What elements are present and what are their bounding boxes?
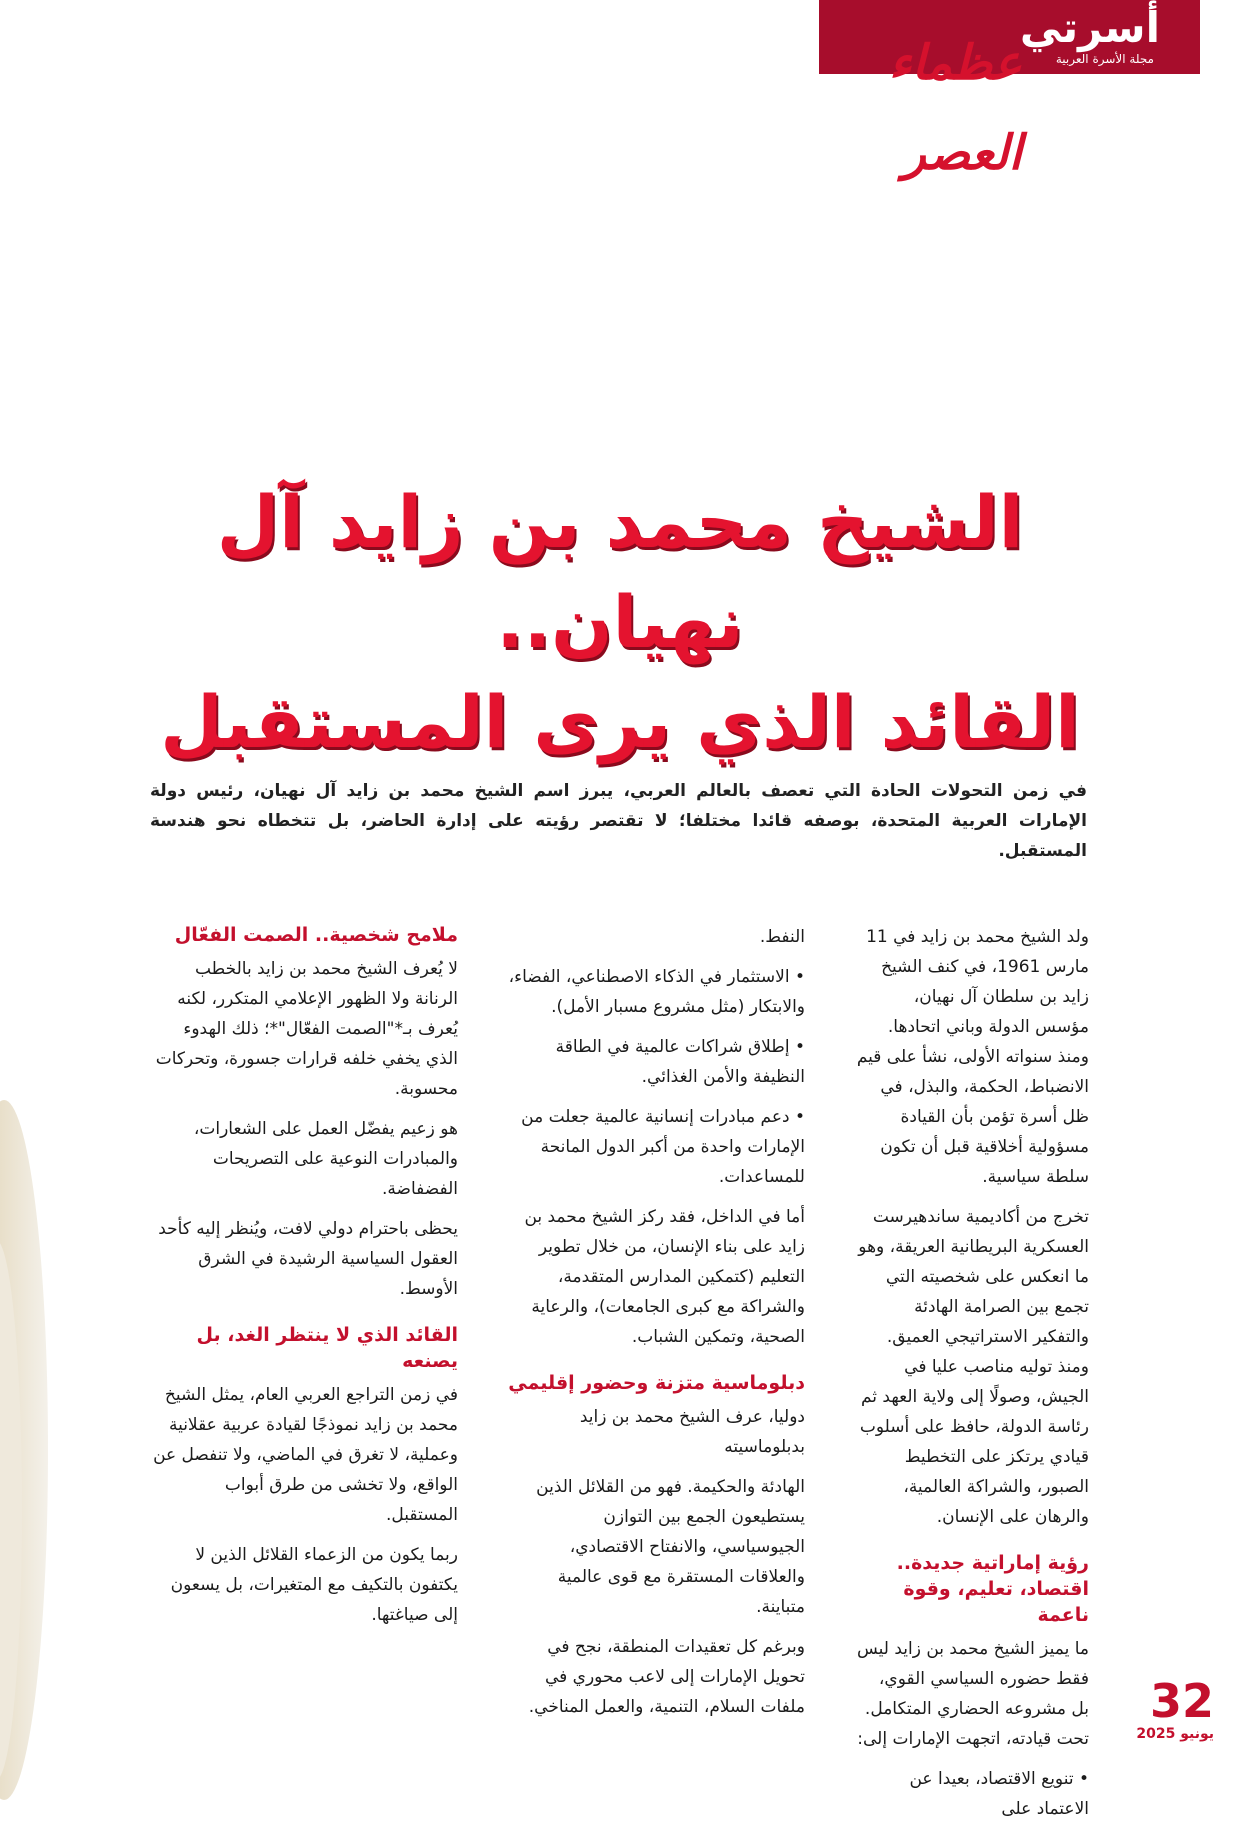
title-line-1: الشيخ محمد بن زايد آل نهيان..	[216, 480, 1024, 664]
bullet-item: • الاستثمار في الذكاء الاصطناعي، الفضاء، والابتكار (مثل مشروع مسبار الأمل).	[508, 967, 805, 1017]
paragraph: تخرج من أكاديمية ساندهيرست العسكرية البريطانية العريقة، وهو ما انعكس على شخصيته التي تجمع بين الصرامة الهادئة والتفكير الاستراتيجي العميق. ومنذ توليه مناصب عليا في الجيش، وصولًا إلى ولاية العهد ثم رئاسة الدولة، حافظ على أسلوب قيادي يرتكز على التخطيط الصبور، والشراكة العالمية، والرهان على الإنسان.	[858, 1207, 1089, 1527]
section-heading: رؤية إماراتية جديدة.. اقتصاد، تعليم، وقوة ناعمة	[896, 1552, 1089, 1626]
paragraph: في زمن التراجع العربي العام، يمثل الشيخ محمد بن زايد نموذجًا لقيادة عربية عقلانية وعملية، لا تغرق في الماضي، ولا تنفصل عن الواقع، ولا تخشى من طرق أبواب المستقبل.	[153, 1385, 458, 1525]
bullet-item: • تنويع الاقتصاد، بعيدا عن الاعتماد على	[909, 1769, 1089, 1819]
article-title	[150, 472, 1090, 772]
title-line-2: القائد الذي يرى المستقبل	[160, 680, 1080, 764]
section-tag: عظماء العصر	[889, 35, 1022, 181]
bullet-item: • إطلاق شراكات عالمية في الطاقة النظيفة والأمن الغذائي.	[555, 1037, 805, 1087]
paragraph: هو زعيم يفضّل العمل على الشعارات، والمبادرات النوعية على التصريحات الفضفاضة.	[193, 1119, 458, 1199]
magazine-logo	[1000, 4, 1160, 70]
logo-main-text: أسرتي	[1019, 3, 1160, 52]
issue-date: يونيو 2025	[1136, 1726, 1214, 1742]
paragraph: ما يميز الشيخ محمد بن زايد ليس فقط حضوره السياسي القوي، بل مشروعه الحضاري المتكامل. تحت قيادته، اتجهت الإمارات إلى:	[856, 1639, 1089, 1749]
page-number: 32	[1149, 1674, 1214, 1728]
paragraph: الهادئة والحكيمة. فهو من القلائل الذين يستطيعون الجمع بين التوازن الجيوسياسي، والانفتاح الاقتصادي، والعلاقات المستقرة مع قوى عالمية متباينة.	[536, 1477, 805, 1617]
paragraph: النفط.	[759, 927, 805, 947]
paragraph: يحظى باحترام دولي لافت، ويُنظر إليه كأحد العقول السياسية الرشيدة في الشرق الأوسط.	[158, 1219, 458, 1299]
paragraph: ولد الشيخ محمد بن زايد في 11 مارس 1961، في كنف الشيخ زايد بن سلطان آل نهيان، مؤسس الدولة وباني اتحادها. ومنذ سنواته الأولى، نشأ على قيم الانضباط، الحكمة، والبذل، في ظل أسرة تؤمن بأن القيادة مسؤولية أخلاقية قبل أن تكون سلطة سياسية.	[856, 927, 1089, 1187]
paragraph: وبرغم كل تعقيدات المنطقة، نجح في تحويل الإمارات إلى لاعب محوري في ملفات السلام، التنمية، والعمل المناخي.	[528, 1637, 805, 1717]
paragraph: لا يُعرف الشيخ محمد بن زايد بالخطب الرنانة ولا الظهور الإعلامي المتكرر، لكنه يُعرف بـ*"الصمت الفعّال"*؛ ذلك الهدوء الذي يخفي خلفه قرارات جسورة، وتحركات محسوبة.	[155, 959, 458, 1099]
section-heading: ملامح شخصية.. الصمت الفعّال	[174, 924, 458, 946]
article-intro: في زمن التحولات الحادة التي تعصف بالعالم العربي، يبرز اسم الشيخ محمد بن زايد آل نهيان، رئيس دولة الإمارات العربية المتحدة، بوصفه قائدا مختلفا؛ لا تقتصر رؤيته على إدارة الحاضر، بل تتخطاه نحو هندسة المستقبل.	[150, 781, 1087, 861]
logo-subtitle: مجلة الأسرة العربية	[1055, 52, 1154, 66]
paragraph: دوليا، عرف الشيخ محمد بن زايد بدبلوماسيته	[579, 1407, 805, 1457]
paragraph: ربما يكون من الزعماء القلائل الذين لا يكتفون بالتكيف مع المتغيرات، بل يسعون إلى صياغتها.	[170, 1545, 458, 1625]
article-column-middle	[505, 922, 805, 1732]
bullet-item: • دعم مبادرات إنسانية عالمية جعلت من الإمارات واحدة من أكبر الدول المانحة للمساعدات.	[521, 1107, 805, 1187]
section-heading: القائد الذي لا ينتظر الغد، بل يصنعه	[196, 1324, 458, 1372]
article-column-right	[856, 922, 1089, 1834]
paragraph: أما في الداخل، فقد ركز الشيخ محمد بن زايد على بناء الإنسان، من خلال تطوير التعليم (كتمكين المدارس المتقدمة، والشراكة مع كبرى الجامعات)، والرعاية الصحية، وتمكين الشباب.	[524, 1207, 805, 1347]
section-heading: دبلوماسية متزنة وحضور إقليمي	[508, 1372, 805, 1394]
article-column-left	[151, 922, 458, 1640]
